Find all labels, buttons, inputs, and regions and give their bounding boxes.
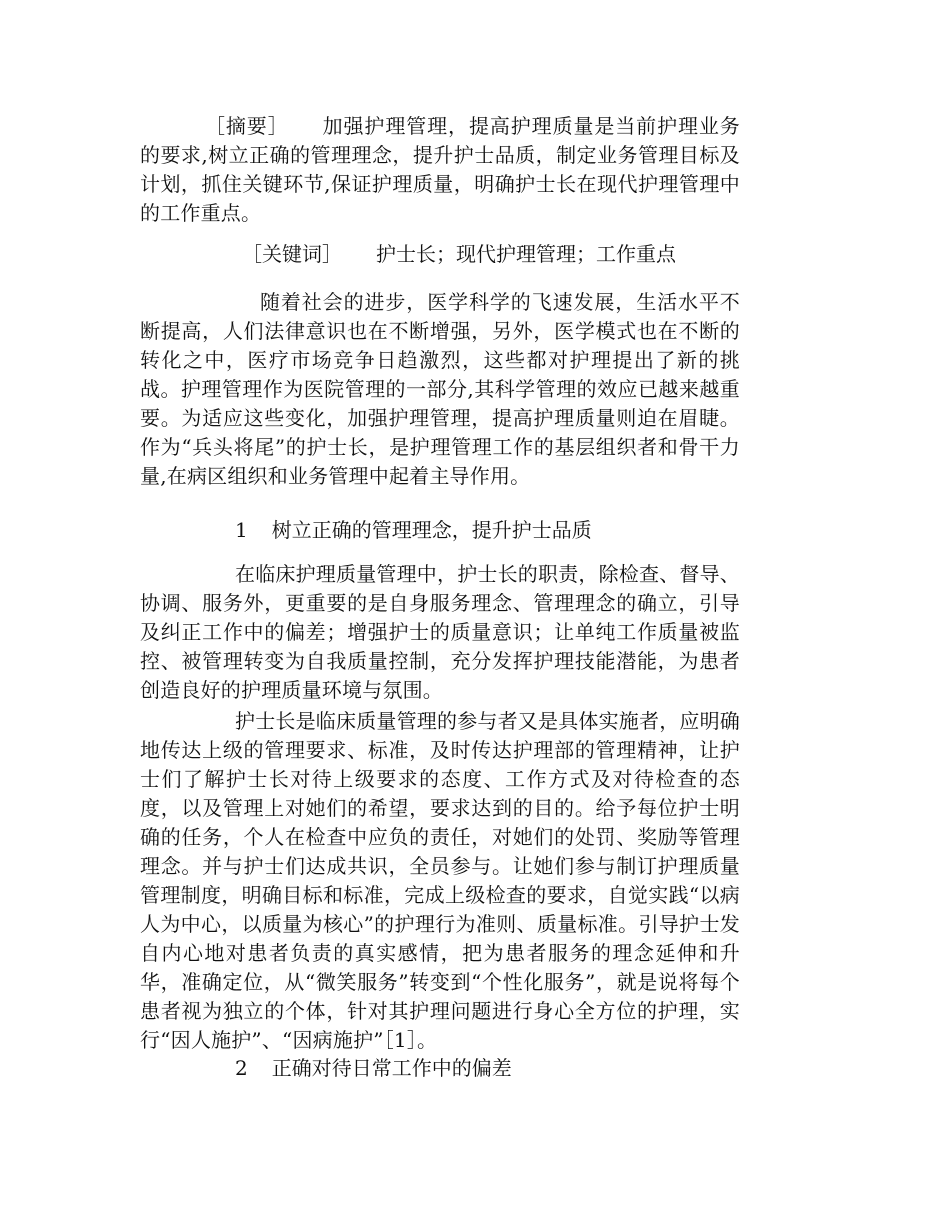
keywords-label: ［关键词］ [242,242,342,266]
abstract-text: 加强护理管理，提高护理质量是当前护理业务的要求,树立正确的管理理念，提升护士品质，制定业务管理目标及计划，抓住关键环节,保证护理质量，明确护士长在现代护理管理中的工作重点。 [140,114,740,225]
section-1-number: 1 [235,518,248,542]
section-1-title: 树立正确的管理理念，提升护士品质 [271,518,592,542]
section-1-heading [235,516,592,545]
section-2-number: 2 [235,1056,248,1080]
keywords-line [242,240,676,269]
section-1-paragraph-2: 护士长是临床质量管理的参与者又是具体实施者，应明确地传达上级的管理要求、标准，及时传达护理部的管理精神，让护士们了解护士长对待上级要求的态度、工作方式及对待检查的态度，以及管理上对她们的希望，要求达到的目的。给予每位护士明确的任务，个人在检查中应负的责任，对她们的处罚、奖励等管理理念。并与护士们达成共识，全员参与。让她们参与制订护理质量管理制度，明确目标和标准，完成上级检查的要求，自觉实践“以病人为中心，以质量为核心”的护理行为准则、质量标准。引导护士发自内心地对患者负责的真实感情，把为患者服务的理念延伸和升华，准确定位，从“微笑服务”转变到“个性化服务”，就是说将每个患者视为独立的个体，针对其护理问题进行身心全方位的护理，实行“因人施护”、“因病施护”［1］。 [140,709,740,1052]
section-1-paragraph-1: 在临床护理质量管理中，护士长的职责，除检查、督导、协调、服务外，更重要的是自身服务理念、管理理念的确立，引导及纠正工作中的偏差；增强护士的质量意识；让单纯工作质量被监控、被管理转变为自我质量控制，充分发挥护理技能潜能，为患者创造良好的护理质量环境与氛围。 [140,562,740,702]
abstract-paragraph [140,112,740,228]
keywords-text: 护士长；现代护理管理；工作重点 [376,242,676,266]
abstract-label: ［摘要］ [205,114,289,138]
section-2-title: 正确对待日常工作中的偏差 [271,1056,512,1080]
intro-paragraph: 随着社会的进步，医学科学的飞速发展，生活水平不断提高，人们法律意识也在不断增强，另外，医学模式也在不断的转化之中，医疗市场竞争日趋激烈，这些都对护理提出了新的挑战。护理管理作为医院管理的一部分,其科学管理的效应已越来越重要。为适应这些变化，加强护理管理，提高护理质量则迫在眉睫。作为“兵头将尾”的护士长，是护理管理工作的基层组织者和骨干力量,在病区组织和业务管理中起着主导作用。 [140,290,740,488]
section-2-heading [235,1054,512,1083]
